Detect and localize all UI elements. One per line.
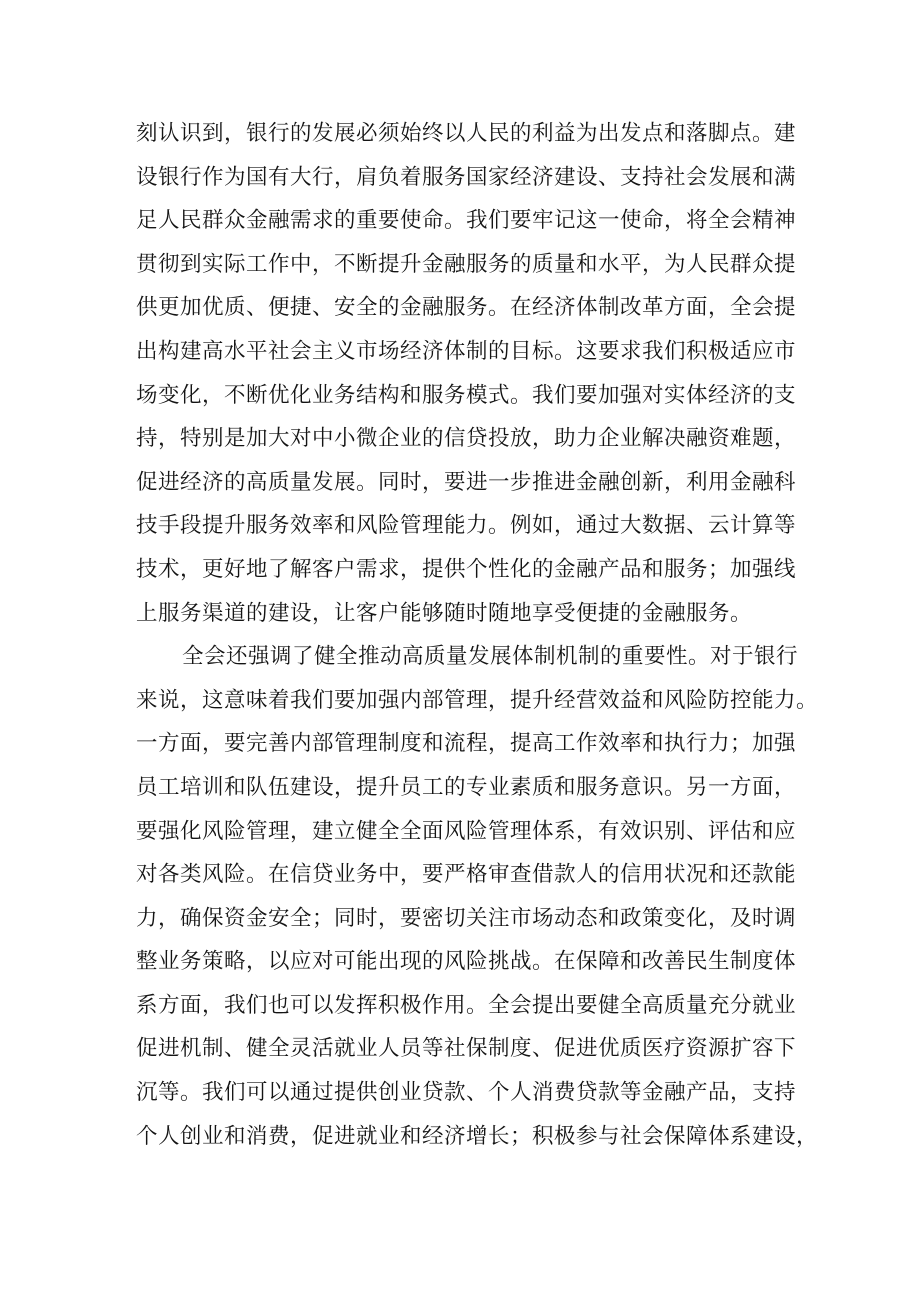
text-line: 个人创业和消费，促进就业和经济增长；积极参与社会保障体系建设， <box>136 1123 819 1149</box>
body-text <box>136 112 819 1158</box>
text-line: 促进经济的高质量发展。同时，要进一步推进金融创新，利用金融科 <box>136 469 797 495</box>
text-line: 系方面，我们也可以发挥积极作用。全会提出要健全高质量充分就业 <box>136 992 797 1018</box>
text-line: 整业务策略，以应对可能出现的风险挑战。在保障和改善民生制度体 <box>136 949 797 975</box>
text-line: 力，确保资金安全；同时，要密切关注市场动态和政策变化，及时调 <box>136 905 797 931</box>
text-line: 刻认识到，银行的发展必须始终以人民的利益为出发点和落脚点。建 <box>136 121 797 146</box>
text-line: 沉等。我们可以通过提供创业贷款、个人消费贷款等金融产品，支持 <box>136 1080 797 1106</box>
text-line: 供更加优质、便捷、安全的金融服务。在经济体制改革方面，全会提 <box>136 295 797 321</box>
text-line: 来说，这意味着我们要加强内部管理，提升经营效益和风险防控能力。 <box>136 687 819 713</box>
text-line: 出构建高水平社会主义市场经济体制的目标。这要求我们积极适应市 <box>136 338 797 364</box>
text-line: 技术，更好地了解客户需求，提供个性化的金融产品和服务；加强线 <box>136 556 797 582</box>
text-line: 促进机制、健全灵活就业人员等社保制度、促进优质医疗资源扩容下 <box>136 1036 797 1062</box>
text-line: 设银行作为国有大行，肩负着服务国家经济建设、支持社会发展和满 <box>136 164 797 190</box>
text-line: 一方面，要完善内部管理制度和流程，提高工作效率和执行力；加强 <box>136 731 797 757</box>
text-line: 场变化，不断优化业务结构和服务模式。我们要加强对实体经济的支 <box>136 382 797 408</box>
text-line: 对各类风险。在信贷业务中，要严格审查借款人的信用状况和还款能 <box>136 862 797 888</box>
text-line: 技手段提升服务效率和风险管理能力。例如，通过大数据、云计算等 <box>136 513 797 539</box>
paragraph-start-line: 全会还强调了健全推动高质量发展体制机制的重要性。对于银行 <box>182 644 799 670</box>
text-line: 足人民群众金融需求的重要使命。我们要牢记这一使命，将全会精神 <box>136 208 797 234</box>
text-line: 上服务渠道的建设，让客户能够随时随地享受便捷的金融服务。 <box>136 600 753 626</box>
text-line: 员工培训和队伍建设，提升员工的专业素质和服务意识。另一方面， <box>136 774 797 800</box>
text-line: 持，特别是加大对中小微企业的信贷投放，助力企业解决融资难题， <box>136 426 797 452</box>
text-line: 要强化风险管理，建立健全全面风险管理体系，有效识别、评估和应 <box>136 818 797 844</box>
text-line: 贯彻到实际工作中，不断提升金融服务的质量和水平，为人民群众提 <box>136 251 797 277</box>
